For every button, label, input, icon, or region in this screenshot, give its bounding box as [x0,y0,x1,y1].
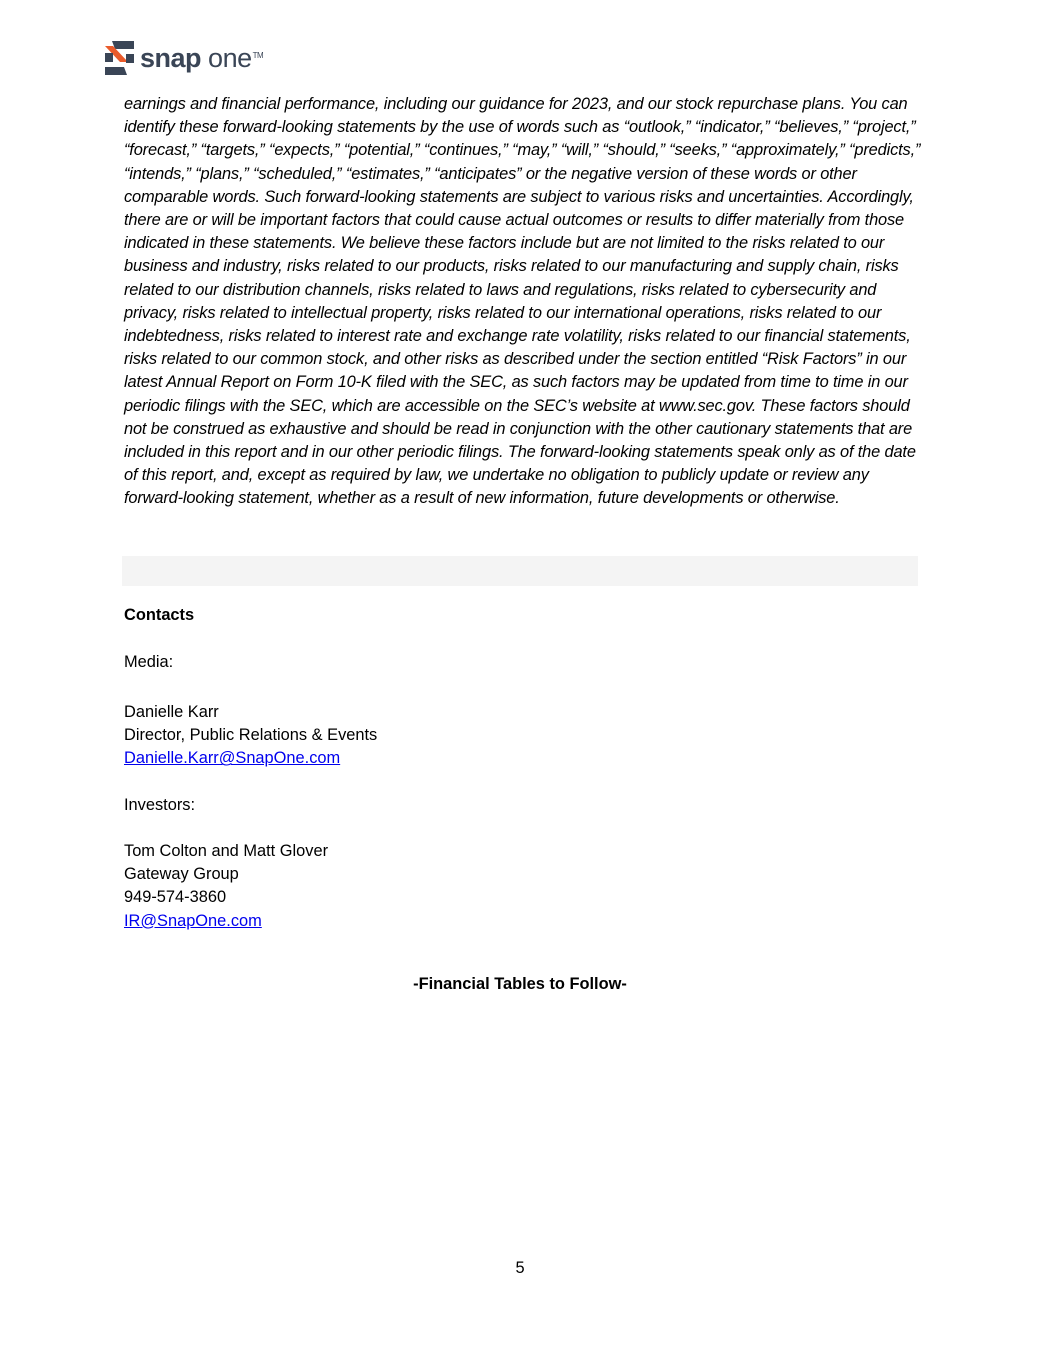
page-number: 5 [515,1259,525,1277]
shaded-spacer [122,556,918,586]
investor-contact-email-link[interactable]: IR@SnapOne.com [124,911,262,930]
investor-contact-names: Tom Colton and Matt Glover [124,842,329,860]
media-contact-block [124,701,377,771]
forward-looking-statements-paragraph: earnings and financial performance, including our guidance for 2023, and our stock repurchase plans. You can identify these forward-looking statements by the use of words such as “outlook,” “indicator,” “believes,” “project,” “forecast,” “targets,” “expects,” “potential,” “continues,” “may,” “will,” “should,” “seeks,” “approximately,” “predicts,” “intends,” “plans,” “scheduled,” “estimates,” “anticipates” or the negative version of these words or other comparable words. Such forward-looking statements are subject to various risks and uncertainties. Accordingly, there are or will be important factors that could cause actual outcomes or results to differ materially from those indicated in these statements. We believe these factors include but are not limited to the risks related to our business and industry, risks related to our products, risks related to our manufacturing and supply chain, risks related to our distribution channels, risks related to laws and regulations, risks related to cybersecurity and privacy, risks related to intellectual property, risks related to our international operations, risks related to our indebtedness, risks related to interest rate and exchange rate volatility, risks related to our financial statements, risks related to our common stock, and other risks as described under the section entitled “Risk Factors” in our latest Annual Report on Form 10-K filed with the SEC, as such factors may be updated from time to time in our periodic filings with the SEC, which are accessible on the SEC’s website at www.sec.gov. These factors should not be construed as exhaustive and should be read in conjunction with the other cautionary statements that are included in this report and in our other periodic filings. The forward-looking statements speak only as of the date of this report, and, except as required by law, we undertake no obligation to publicly update or review any forward-looking statement, whether as a result of new information, future developments or otherwise. [124,95,921,508]
contacts-heading: Contacts [124,606,195,624]
logo-word-snap: snap [140,43,202,73]
media-label: Media: [124,653,174,671]
logo-wordmark [140,40,263,76]
snap-one-s-mark-icon [104,40,136,76]
media-contact-title: Director, Public Relations & Events [124,726,378,745]
logo-trademark: TM [252,51,264,60]
investor-contact-phone: 949-574-3860 [124,888,227,907]
company-logo [104,40,263,76]
financial-tables-note: -Financial Tables to Follow- [413,975,627,993]
investor-contact-block [124,840,328,933]
media-contact-name: Danielle Karr [124,703,219,721]
media-contact-email-link[interactable]: Danielle.Karr@SnapOne.com [124,749,341,768]
investor-contact-company: Gateway Group [124,865,239,884]
logo-word-one: one [208,43,252,73]
investors-label: Investors: [124,796,196,814]
